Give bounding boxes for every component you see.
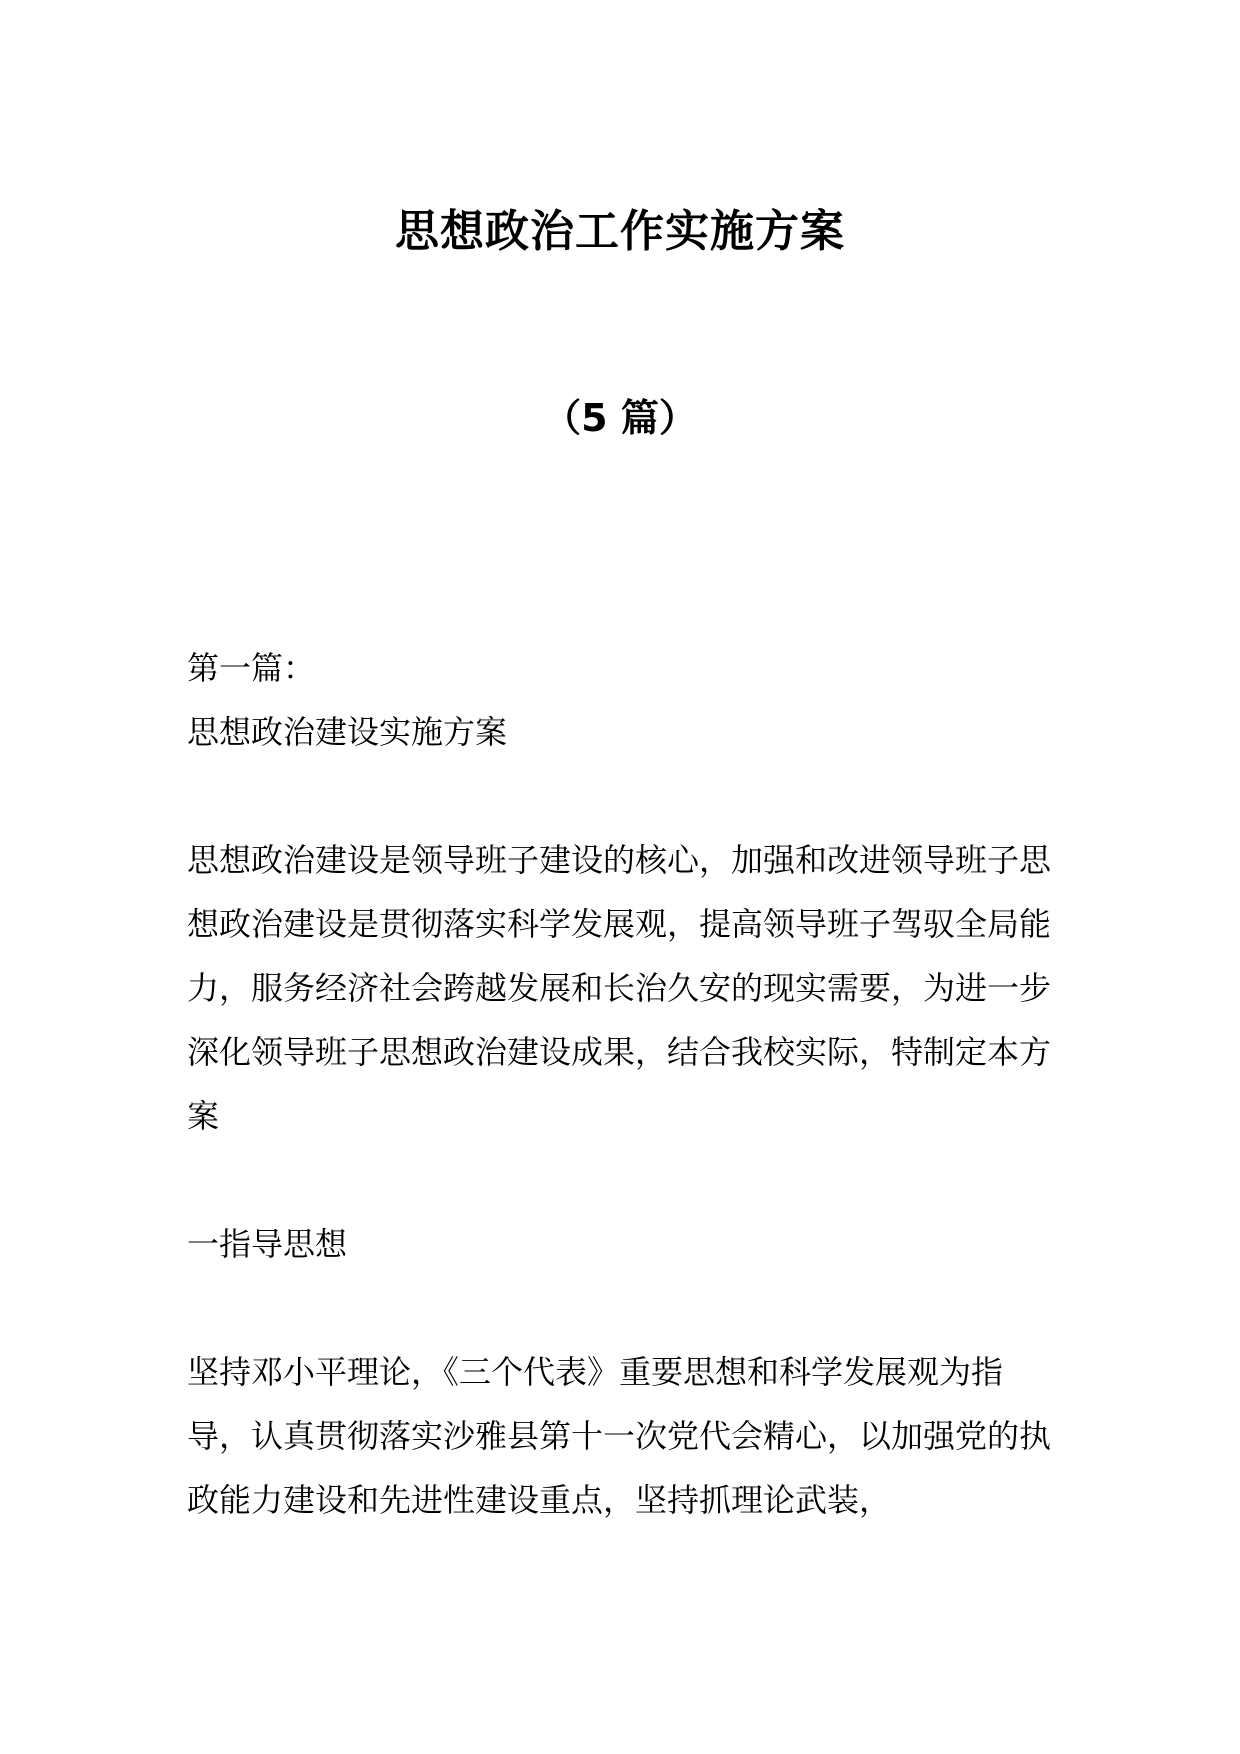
- guiding-thought-paragraph: 坚持邓小平理论，《三个代表》重要思想和科学发展观为指导，认真贯彻落实沙雅县第十一次党代会精心，以加强党的执政能力建设和先进性建设重点，坚持抓理论武装，: [187, 1353, 1052, 1519]
- document-title: 思想政治工作实施方案: [395, 206, 845, 257]
- part-label: 第一篇：: [187, 649, 316, 687]
- section-heading: 一指导思想: [187, 1225, 348, 1263]
- intro-paragraph: 思想政治建设是领导班子建设的核心，加强和改进领导班子思想政治建设是贯彻落实科学发展观，提高领导班子驾驭全局能力，服务经济社会跨越发展和长治久安的现实需要，为进一步深化领导班子思想政治建设成果，结合我校实际，特制定本方案: [187, 841, 1052, 1135]
- document-subtitle: （5 篇）: [543, 396, 697, 440]
- part-title: 思想政治建设实施方案: [187, 713, 508, 751]
